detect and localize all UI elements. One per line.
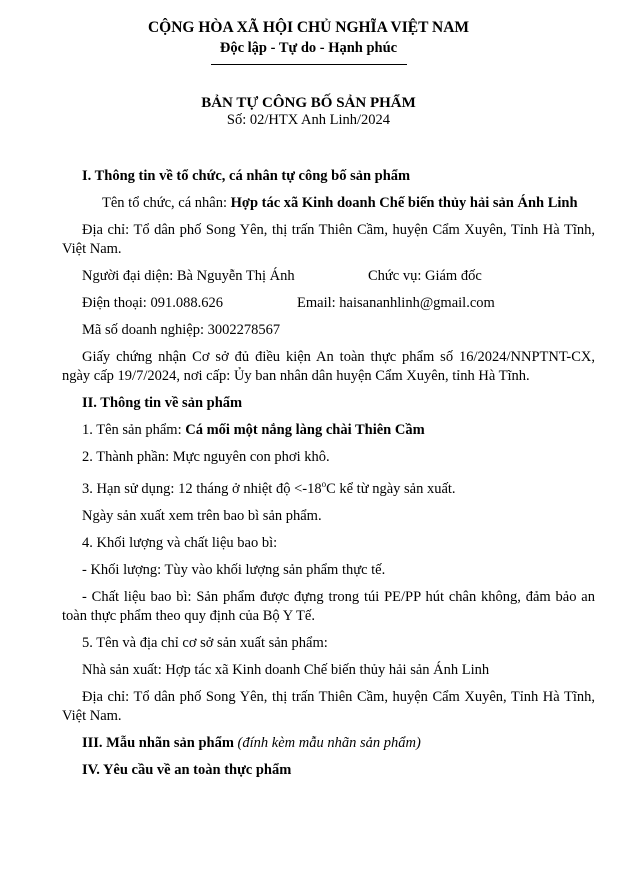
- production-date: Ngày sản xuất xem trên bao bì sản phẩm.: [82, 507, 322, 524]
- section-4-heading: IV. Yêu cầu về an toàn thực phẩm: [82, 761, 292, 778]
- representative: Người đại diện: Bà Nguyễn Thị Ánh: [82, 268, 295, 284]
- document-title: BẢN TỰ CÔNG BỐ SẢN PHẨM: [201, 95, 416, 111]
- phone: Điện thoại: 091.088.626: [82, 295, 223, 311]
- document-header: [22, 0, 595, 129]
- section-3-note: (đính kèm mẫu nhãn sản phẩm): [237, 734, 421, 751]
- contact-line: [82, 294, 595, 313]
- product-label: 1. Tên sản phẩm:: [82, 422, 186, 438]
- product-name: Cá mối một nắng làng chài Thiên Cầm: [185, 422, 425, 438]
- document-number: Số: 02/HTX Anh Linh/2024: [226, 112, 391, 128]
- shelf-life-pre: 3. Hạn sử dụng: 12 tháng ở nhiệt độ <-18: [82, 480, 322, 497]
- header-divider: [211, 64, 407, 65]
- producer: Nhà sản xuất: Hợp tác xã Kinh doanh Chế biến thủy hải sản Ánh Linh: [82, 661, 490, 678]
- packaging-material: - Chất liệu bao bì: Sản phẩm được đựng trong túi PE/PP hút chân không, đảm bảo an toàn thực phẩm theo quy định của Bộ Y Tế.: [62, 588, 595, 624]
- shelf-life: [82, 475, 595, 499]
- org-name: Hợp tác xã Kinh doanh Chế biến thủy hải sản Ánh Linh: [230, 195, 578, 211]
- section-3-line: [62, 734, 595, 753]
- national-title: CỘNG HÒA XÃ HỘI CHỦ NGHĨA VIỆT NAM: [147, 19, 470, 36]
- national-motto: Độc lập - Tự do - Hạnh phúc: [219, 40, 398, 56]
- section-3-heading: III. Mẫu nhãn sản phẩm: [82, 734, 238, 751]
- section-1-heading: I. Thông tin về tổ chức, cá nhân tự công bố sản phẩm: [82, 168, 411, 184]
- degree-sup: o: [321, 479, 327, 489]
- certificate: Giấy chứng nhận Cơ sở đủ điều kiện An toàn thực phẩm số 16/2024/NNPTNT-CX, ngày cấp 19/7/2024, nơi cấp: Ủy ban nhân dân huyện Cẩm Xuyên, tỉnh Hà Tĩnh.: [62, 349, 595, 384]
- org-address: Địa chỉ: Tổ dân phố Song Yên, thị trấn Thiên Cầm, huyện Cẩm Xuyên, Tỉnh Hà Tĩnh, Việt Nam.: [62, 222, 595, 257]
- org-label: Tên tổ chức, cá nhân:: [102, 195, 231, 211]
- document-body: [62, 167, 595, 780]
- representative-line: [82, 267, 595, 286]
- org-line: [62, 194, 595, 213]
- product-line: [82, 421, 595, 440]
- producer-address: Địa chỉ: Tổ dân phố Song Yên, thị trấn Thiên Cầm, huyện Cẩm Xuyên, Tỉnh Hà Tĩnh, Việt Nam.: [62, 688, 595, 724]
- tax-code: Mã số doanh nghiệp: 3002278567: [82, 322, 281, 338]
- weight: - Khối lượng: Tùy vào khối lượng sản phẩm thực tế.: [82, 561, 386, 578]
- section-2-heading: II. Thông tin về sản phẩm: [82, 395, 243, 411]
- email: Email: haisananhlinh@gmail.com: [297, 295, 495, 311]
- position: Chức vụ: Giám đốc: [368, 268, 482, 284]
- packaging-heading: 4. Khối lượng và chất liệu bao bì:: [82, 534, 278, 551]
- producer-heading: 5. Tên và địa chỉ cơ sở sản xuất sản phẩm:: [82, 634, 328, 651]
- composition: 2. Thành phần: Mực nguyên con phơi khô.: [82, 449, 330, 465]
- shelf-life-post: C kể từ ngày sản xuất.: [326, 480, 456, 497]
